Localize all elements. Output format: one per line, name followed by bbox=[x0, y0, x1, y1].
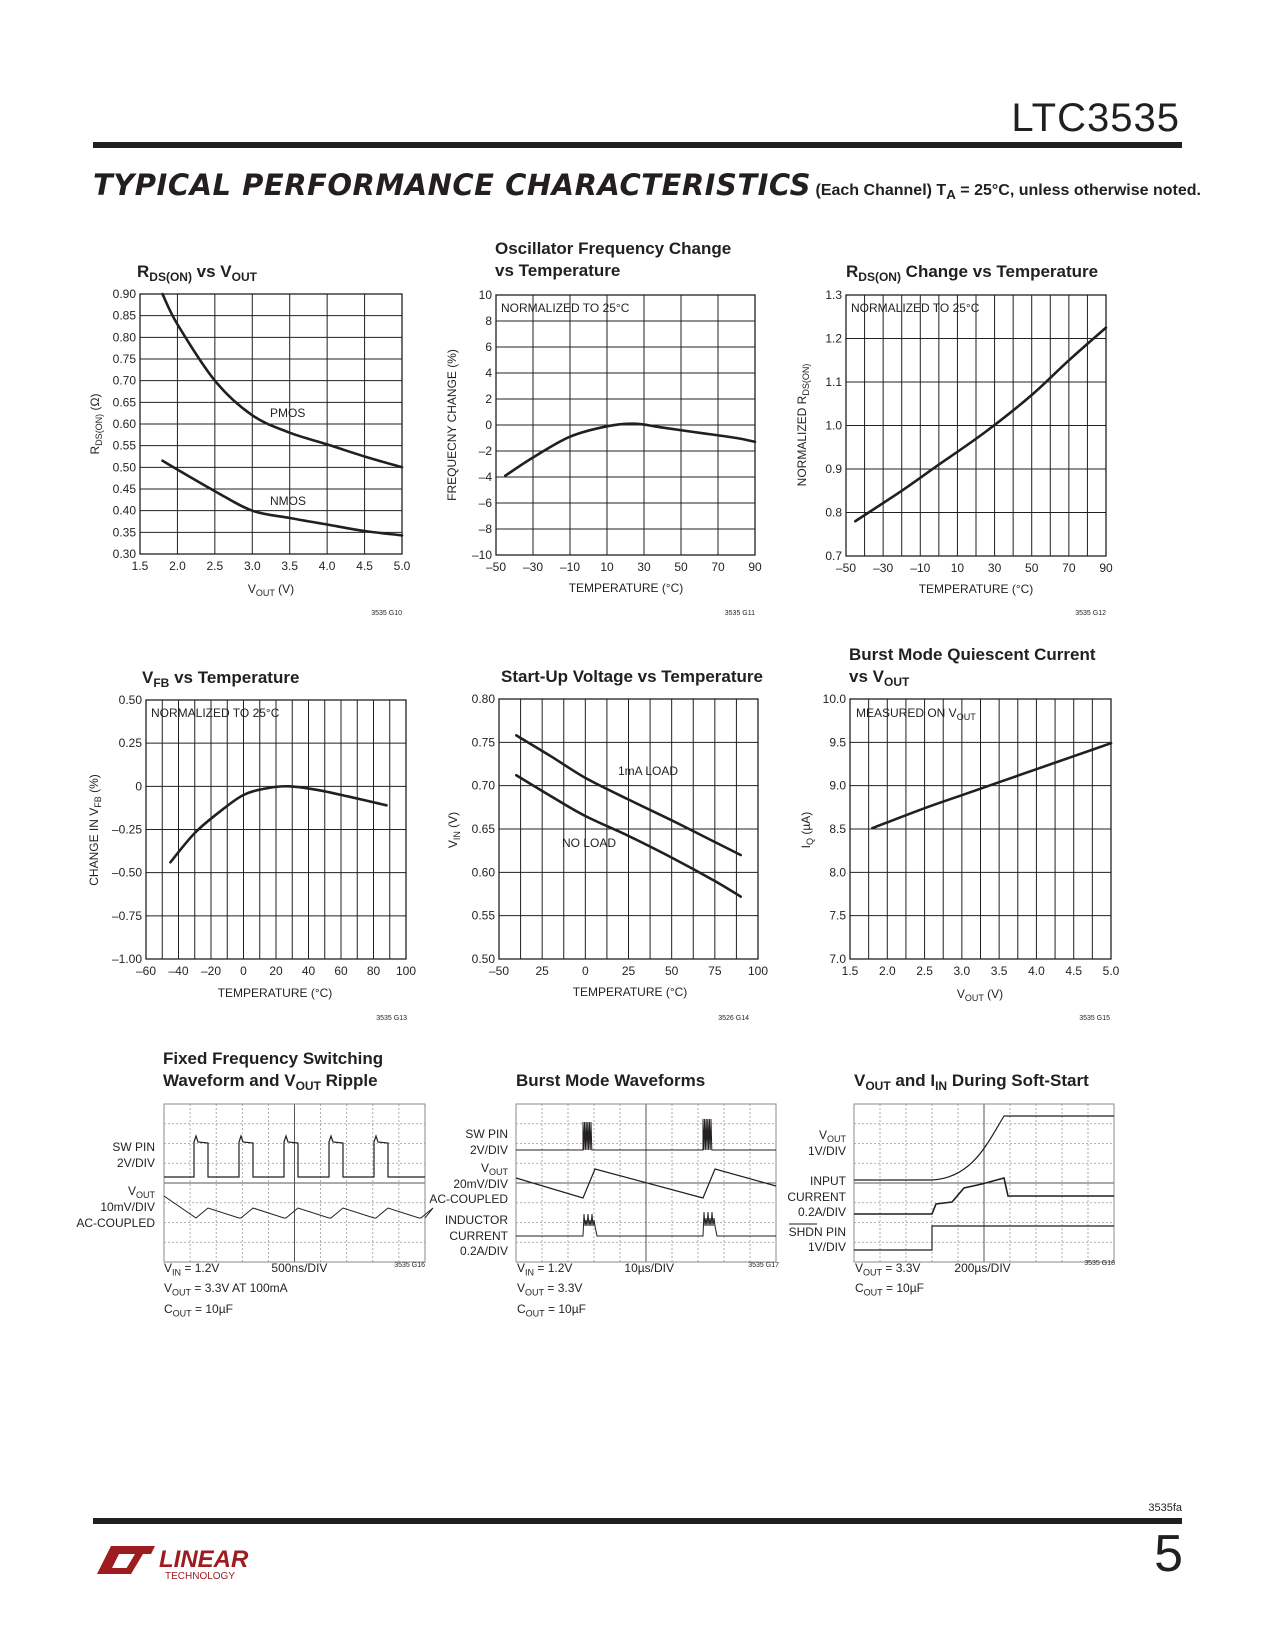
chart-annotation: NORMALIZED TO 25°C bbox=[501, 301, 630, 315]
chart-title-line1: Fixed Frequency Switching bbox=[163, 1049, 384, 1068]
chart-title-line2: Waveform and $V_{OUT}$ Ripple bbox=[163, 1071, 378, 1093]
y-tick-label: 0.65 bbox=[471, 822, 495, 836]
channel-il-label2: CURRENT bbox=[449, 1229, 508, 1243]
chart-burst-iq-vs-vout bbox=[790, 640, 1130, 1030]
x-tick-label: 30 bbox=[637, 560, 651, 574]
figure-code: 3535 G18 bbox=[1084, 1260, 1115, 1267]
x-axis-label: TEMPERATURE (°C) bbox=[568, 581, 684, 595]
section-title: TYPICAL PERFORMANCE CHARACTERISTICS bbox=[93, 168, 812, 202]
y-tick-label: 0.7 bbox=[825, 549, 842, 563]
chart-annotation: MEASURED ON $V_{OUT}$ bbox=[856, 706, 976, 722]
y-tick-label: 7.0 bbox=[829, 952, 846, 966]
x-tick-label: 40 bbox=[301, 964, 316, 978]
x-tick-label: 3.0 bbox=[953, 964, 971, 978]
y-tick-label: 0.70 bbox=[112, 373, 136, 388]
y-tick-label: 10 bbox=[478, 288, 492, 302]
x-tick-label: 75 bbox=[708, 964, 722, 978]
note-vin: $V_{IN} = 1.2V$ 500ns/DIV bbox=[164, 1261, 328, 1278]
logo-text: LINEAR bbox=[159, 1546, 249, 1573]
y-tick-label: 0.80 bbox=[112, 330, 136, 345]
figure-code: 3535 G16 bbox=[394, 1262, 425, 1269]
y-tick-label: 1.2 bbox=[825, 331, 842, 346]
x-tick-label: 5.0 bbox=[393, 559, 411, 573]
x-tick-label: –50 bbox=[488, 964, 510, 978]
y-tick-label: 0.50 bbox=[112, 460, 136, 475]
y-tick-label: 0.65 bbox=[112, 395, 136, 410]
y-axis-label: $R_{DS(ON)}$ (Ω) bbox=[88, 393, 104, 455]
y-axis-label: CHANGE IN $V_{FB}$ (%) bbox=[87, 774, 103, 886]
y-axis-label: NORMALIZED $R_{DS(ON)}$ bbox=[795, 363, 811, 487]
x-tick-label: 2.0 bbox=[878, 964, 896, 978]
condition-note: (Each Channel) $T_A = 25^\circ C$, unless otherwise noted. bbox=[815, 182, 1201, 203]
y-tick-label: 9.5 bbox=[829, 735, 846, 750]
y-tick-label: 2 bbox=[485, 392, 492, 406]
x-tick-label: 100 bbox=[747, 964, 769, 978]
y-tick-label: 4 bbox=[485, 366, 492, 380]
chart-annotation: NORMALIZED TO 25°C bbox=[851, 301, 980, 315]
chart-startup-voltage-vs-temp bbox=[440, 662, 790, 1030]
channel-il-label: INDUCTOR bbox=[444, 1213, 508, 1227]
x-tick-label: 25 bbox=[621, 964, 636, 978]
y-tick-label: 0.55 bbox=[471, 908, 495, 923]
section-heading bbox=[93, 168, 1201, 202]
scope-notes bbox=[164, 1260, 327, 1321]
x-tick-label: 1.5 bbox=[131, 559, 149, 573]
x-tick-label: 3.5 bbox=[281, 559, 299, 573]
note-vout: $V_{OUT} = 3.3V$ 200µs/DIV bbox=[855, 1261, 1011, 1278]
y-tick-label: 0.70 bbox=[471, 778, 495, 793]
figure-code: 3526 G14 bbox=[718, 1015, 749, 1022]
y-tick-label: 0.40 bbox=[112, 503, 136, 518]
x-tick-label: 2.5 bbox=[206, 559, 224, 573]
y-tick-label: 0.30 bbox=[112, 547, 136, 561]
x-tick-label: 4.0 bbox=[1028, 964, 1045, 978]
y-tick-label: 7.5 bbox=[829, 908, 846, 923]
channel-iin-label2: CURRENT bbox=[787, 1190, 846, 1204]
y-tick-label: 8 bbox=[485, 314, 492, 328]
chart-title-line1: Burst Mode Quiescent Current bbox=[849, 645, 1096, 664]
y-tick-label: –0.25 bbox=[111, 822, 142, 837]
revision-code: 3535fa bbox=[1148, 1502, 1182, 1514]
trace-vout-ripple bbox=[164, 1196, 433, 1218]
y-tick-label: 0 bbox=[135, 779, 142, 794]
note-timebase: 500ns/DIV bbox=[271, 1261, 328, 1275]
figure-code: 3535 G15 bbox=[1079, 1015, 1110, 1022]
channel-shdn-label: SHDN PIN bbox=[788, 1225, 846, 1239]
note-cout: $C_{OUT} = 10\mu F$ bbox=[164, 1301, 233, 1319]
linear-technology-logo bbox=[93, 1536, 268, 1582]
x-tick-label: 25 bbox=[535, 964, 549, 978]
part-number: LTC3535 bbox=[1011, 96, 1180, 140]
x-tick-label: 80 bbox=[366, 964, 381, 978]
y-tick-label: 0.50 bbox=[471, 952, 495, 966]
chart-title: Burst Mode Waveforms bbox=[516, 1071, 706, 1090]
y-tick-label: 0.9 bbox=[825, 462, 842, 476]
y-tick-label: 0.90 bbox=[112, 287, 136, 301]
channel-vout-label: $V_{OUT}$ bbox=[818, 1128, 846, 1144]
x-tick-label: 100 bbox=[395, 964, 417, 978]
note-vout: $V_{OUT} = 3.3V$ AT 100mA bbox=[164, 1281, 288, 1298]
x-tick-label: 60 bbox=[334, 964, 348, 978]
note-vout: $V_{OUT} = 3.3V$ bbox=[517, 1281, 583, 1298]
chart-title: $R_{DS(ON)}$ Change vs Temperature bbox=[846, 262, 1099, 284]
x-axis-label: TEMPERATURE (°C) bbox=[918, 582, 1034, 596]
chart-title: $V_{FB}$ vs Temperature bbox=[142, 668, 300, 690]
x-tick-label: 50 bbox=[1025, 561, 1039, 575]
x-tick-label: –50 bbox=[485, 560, 507, 574]
note-vin: $V_{IN} = 1.2V$ 10µs/DIV bbox=[517, 1261, 674, 1278]
channel-sw-scale: 2V/DIV bbox=[116, 1156, 155, 1170]
y-tick-label: 0.55 bbox=[112, 438, 136, 453]
x-tick-label: 5.0 bbox=[1102, 964, 1120, 978]
x-tick-label: 3.5 bbox=[990, 964, 1008, 978]
x-tick-label: 3.0 bbox=[243, 559, 261, 573]
y-tick-label: –10 bbox=[471, 548, 492, 562]
channel-il-scale: 0.2A/DIV bbox=[459, 1244, 508, 1258]
y-tick-label: –6 bbox=[478, 496, 492, 510]
y-axis-label: $V_{IN}$ (V) bbox=[446, 811, 462, 849]
scope-burst-mode-waveforms bbox=[430, 1060, 790, 1275]
x-tick-label: 4.0 bbox=[318, 559, 336, 573]
x-axis-label: $V_{OUT}$ (V) bbox=[247, 582, 295, 598]
y-tick-label: –0.50 bbox=[111, 865, 142, 880]
x-tick-label: 70 bbox=[1062, 561, 1076, 575]
y-axis-label: FREQUECNY CHANGE (%) bbox=[445, 349, 459, 501]
y-tick-label: 0 bbox=[485, 418, 492, 432]
x-tick-label: 4.5 bbox=[356, 559, 373, 573]
x-tick-label: –60 bbox=[135, 964, 157, 978]
x-tick-label: 0 bbox=[240, 964, 247, 978]
x-tick-label: –40 bbox=[168, 964, 189, 978]
series-line-vfb-change bbox=[170, 786, 386, 862]
header-rule bbox=[93, 142, 1182, 148]
figure-code: 3535 G17 bbox=[748, 1262, 779, 1269]
note-cout: $C_{OUT} = 10\mu F$ bbox=[855, 1281, 924, 1298]
x-tick-label: 0 bbox=[581, 964, 589, 978]
x-tick-label: 50 bbox=[674, 560, 688, 574]
scope-fixed-frequency-switching bbox=[75, 1040, 435, 1275]
chart-annotation: NORMALIZED TO 25°C bbox=[151, 706, 280, 720]
pmos-label: PMOS bbox=[270, 406, 306, 420]
scope-notes bbox=[517, 1260, 674, 1321]
note-timebase: 200µs/DIV bbox=[954, 1261, 1011, 1275]
x-tick-label: 50 bbox=[664, 964, 679, 978]
nmos-label: NMOS bbox=[270, 494, 306, 508]
chart-vfb-vs-temp bbox=[85, 662, 435, 1030]
y-tick-label: 1.1 bbox=[825, 375, 842, 389]
chart-osc-freq-vs-temp bbox=[440, 235, 790, 625]
x-tick-label: 70 bbox=[711, 560, 725, 574]
x-axis-label: $V_{OUT}$ (V) bbox=[956, 987, 1004, 1003]
y-tick-label: 0.45 bbox=[112, 482, 136, 496]
y-tick-label: 0.85 bbox=[112, 308, 136, 323]
channel-vout-scale: 10mV/DIV bbox=[100, 1200, 155, 1214]
channel-sw-scale: 2V/DIV bbox=[469, 1143, 508, 1157]
x-tick-label: 1.5 bbox=[841, 964, 859, 978]
x-tick-label: –10 bbox=[910, 561, 931, 575]
chart-title-line2: vs $V_{OUT}$ bbox=[849, 667, 910, 689]
chart-title: $V_{OUT}$ and $I_{IN}$ During Soft-Start bbox=[854, 1071, 1089, 1093]
x-tick-label: –30 bbox=[873, 561, 894, 575]
x-tick-label: 2.5 bbox=[916, 964, 933, 978]
channel-sw-label: SW PIN bbox=[465, 1127, 508, 1141]
x-tick-label: –50 bbox=[835, 561, 857, 575]
series-label-no-load: NO LOAD bbox=[562, 836, 617, 850]
y-tick-label: –1.00 bbox=[111, 952, 142, 966]
scope-notes bbox=[855, 1260, 1011, 1301]
channel-vout-coupling: AC-COUPLED bbox=[429, 1192, 508, 1206]
x-tick-label: 30 bbox=[987, 561, 1002, 575]
x-tick-label: –10 bbox=[559, 560, 581, 574]
y-tick-label: –0.75 bbox=[111, 908, 142, 923]
channel-vout-coupling: AC-COUPLED bbox=[76, 1216, 155, 1230]
chart-rdson-vs-vout bbox=[85, 255, 435, 625]
x-tick-label: 90 bbox=[1099, 561, 1113, 575]
note-cout: $C_{OUT} = 10\mu F$ bbox=[517, 1301, 586, 1319]
chart-title: $R_{DS(ON)}$ vs $V_{OUT}$ bbox=[137, 262, 257, 284]
x-tick-label: 2.0 bbox=[169, 559, 186, 573]
y-tick-label: 0.25 bbox=[118, 736, 142, 751]
footer-rule bbox=[93, 1518, 1182, 1524]
page-number: 5 bbox=[1154, 1525, 1183, 1583]
y-tick-label: 0.80 bbox=[471, 692, 495, 706]
x-axis-label: TEMPERATURE (°C) bbox=[217, 986, 333, 1000]
figure-code: 3535 G13 bbox=[376, 1015, 407, 1022]
x-tick-label: –30 bbox=[522, 560, 544, 574]
x-tick-label: 10 bbox=[950, 561, 965, 575]
y-tick-label: –8 bbox=[478, 522, 492, 536]
y-tick-label: 1.0 bbox=[825, 418, 842, 433]
chart-title: Start-Up Voltage vs Temperature bbox=[501, 667, 763, 686]
y-tick-label: 1.3 bbox=[825, 288, 842, 302]
channel-vout-scale: 1V/DIV bbox=[807, 1144, 846, 1158]
chart-title-line1: Oscillator Frequency Change bbox=[495, 239, 732, 258]
y-tick-label: –4 bbox=[478, 470, 492, 484]
chart-rdson-change-vs-temp bbox=[790, 255, 1130, 625]
y-tick-label: 0.35 bbox=[112, 525, 136, 540]
scope-soft-start bbox=[780, 1060, 1130, 1275]
x-tick-label: –20 bbox=[200, 964, 222, 978]
figure-code: 3535 G10 bbox=[371, 610, 402, 617]
y-tick-label: 0.60 bbox=[112, 417, 136, 431]
x-axis-label: TEMPERATURE (°C) bbox=[572, 985, 688, 999]
logo-subtext: TECHNOLOGY bbox=[165, 1571, 236, 1582]
x-tick-label: 4.5 bbox=[1065, 964, 1083, 978]
x-tick-label: 90 bbox=[748, 560, 762, 574]
y-tick-label: 0.60 bbox=[471, 865, 495, 880]
channel-vout-label: $V_{OUT}$ bbox=[480, 1161, 508, 1177]
y-tick-label: –2 bbox=[478, 444, 492, 458]
channel-iin-scale: 0.2A/DIV bbox=[797, 1205, 846, 1219]
series-label-1ma-load: 1mA LOAD bbox=[618, 764, 679, 778]
channel-iin-label: INPUT bbox=[810, 1174, 846, 1188]
channel-vout-label: $V_{OUT}$ bbox=[127, 1184, 155, 1200]
y-tick-label: 0.50 bbox=[118, 693, 142, 707]
y-axis-label: $I_Q$ (µA) bbox=[799, 811, 815, 849]
channel-sw-label: SW PIN bbox=[112, 1140, 155, 1154]
y-tick-label: 0.75 bbox=[112, 352, 136, 366]
figure-code: 3535 G11 bbox=[724, 610, 755, 617]
y-tick-label: 10.0 bbox=[822, 692, 846, 706]
y-tick-label: 8.0 bbox=[829, 865, 846, 880]
channel-shdn-scale: 1V/DIV bbox=[807, 1240, 846, 1254]
y-tick-label: 0.75 bbox=[471, 735, 495, 750]
y-tick-label: 9.0 bbox=[829, 778, 846, 793]
figure-code: 3535 G12 bbox=[1075, 610, 1106, 617]
note-timebase: 10µs/DIV bbox=[624, 1261, 674, 1275]
y-tick-label: 6 bbox=[485, 340, 492, 354]
x-tick-label: 10 bbox=[600, 560, 614, 574]
y-tick-label: 0.8 bbox=[825, 505, 842, 520]
y-tick-label: 8.5 bbox=[829, 822, 846, 836]
x-tick-label: 20 bbox=[269, 964, 283, 978]
channel-vout-scale: 20mV/DIV bbox=[453, 1177, 508, 1191]
chart-title-line2: vs Temperature bbox=[495, 261, 621, 280]
